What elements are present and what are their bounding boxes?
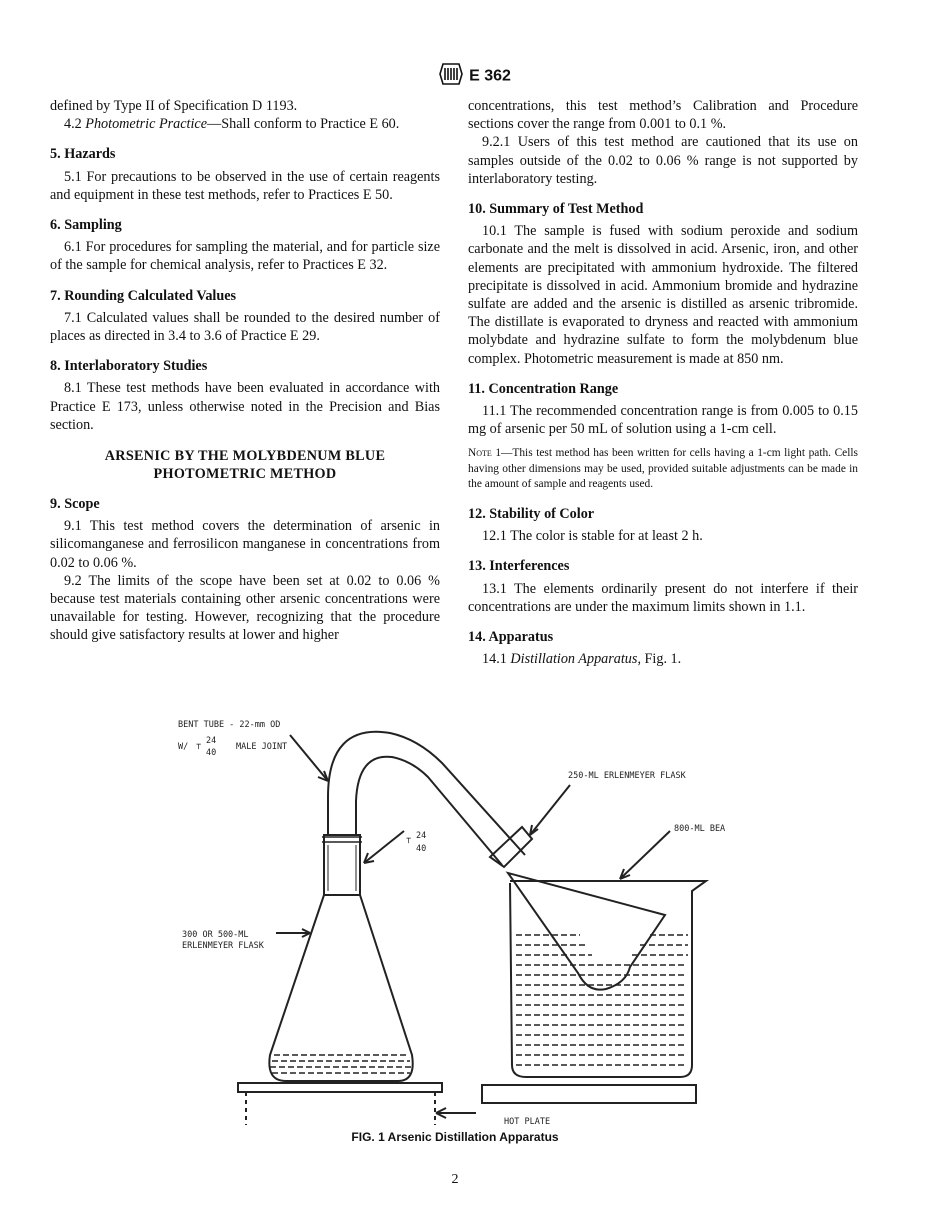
paragraph-6-1: 6.1 For procedures for sampling the material, and for particle size of the sample for chemical analysis, refer to Practices E 32.: [50, 239, 440, 274]
note-text: —This test method has been written for cells having a 1-cm light path. Cells having other dimensions may be used, provided suitable adjustments can be made in the amount of sample and reagents used.: [468, 447, 858, 491]
receiving-flask: [508, 873, 665, 990]
paragraph-title: Photometric Practice: [85, 116, 208, 133]
continued-paragraph: defined by Type II of Specification D 1193.: [50, 98, 298, 114]
label-joint-num: 24: [206, 736, 217, 746]
section-heading-scope: 9. Scope: [50, 496, 100, 513]
section-heading-concentration-range: 11. Concentration Range: [468, 380, 619, 397]
paragraph-11-1: 11.1 The recommended concentration range is from 0.005 to 0.15 mg of arsenic per 50 mL of solution using a 1-cm cell.: [468, 403, 858, 438]
ground-glass-joint: [324, 835, 360, 895]
page-header: [0, 63, 950, 90]
astm-logo-icon: [439, 63, 463, 90]
note-label: Note 1: [468, 447, 502, 460]
method-title-line-2: PHOTOMETRIC METHOD: [153, 466, 337, 483]
paragraph-7-1: 7.1 Calculated values shall be rounded to the desired number of places as directed in 3.4 to 3.6 of Practice E 29.: [50, 309, 440, 345]
paragraph-text: , Fig. 1.: [637, 651, 682, 668]
label-250ml-flask: 250-ML ERLENMEYER FLASK: [568, 771, 686, 781]
label-male-joint-prefix: W/: [178, 742, 189, 752]
section-heading-interlaboratory: 8. Interlaboratory Studies: [50, 358, 208, 375]
section-heading-hazards: 5. Hazards: [50, 146, 116, 163]
paragraph-number: 4.2: [64, 116, 82, 133]
document-designation: E 362: [469, 67, 511, 85]
apparatus-drawing: [160, 705, 780, 1135]
receiving-flask-neck: [490, 827, 532, 867]
page-number: 2: [451, 1172, 459, 1187]
label-male-joint-suffix: MALE JOINT: [236, 742, 288, 752]
liquid-hatching: [270, 935, 688, 1073]
paragraph-13-1: 13.1 The elements ordinarily present do not interfere if their concentrations are under the maximum limits shown in 1.1.: [468, 580, 858, 615]
paragraph-number: 14.1: [482, 651, 507, 668]
label-joint-den: 40: [206, 748, 217, 758]
section-heading-summary: 10. Summary of Test Method: [468, 201, 644, 218]
label-bent-tube: BENT TUBE - 22-mm OD: [178, 720, 281, 730]
label-joint-mid-num: 24: [416, 831, 427, 841]
figure-caption: FIG. 1 Arsenic Distillation Apparatus: [351, 1130, 559, 1144]
paragraph-text: —Shall conform to Practice E 60.: [207, 116, 400, 133]
beaker: [510, 881, 706, 1077]
paragraph-9-1: 9.1 This test method covers the determination of arsenic in silicomanganese and ferrosilicon manganese in concentrations from 0.02 to 0.06 %.: [50, 518, 440, 571]
paragraph-14-1: [468, 650, 858, 668]
paragraph-8-1: 8.1 These test methods have been evaluated in accordance with Practice E 173, unless otherwise noted in the Precision and Bias section.: [50, 380, 440, 433]
right-hot-plate: [482, 1085, 696, 1103]
left-hot-plate: [238, 1083, 442, 1092]
label-flask-type: ERLENMEYER FLASK: [182, 941, 264, 951]
bent-tube-inner: [356, 757, 502, 865]
paragraph-5-1: 5.1 For precautions to be observed in the use of certain reagents and equipment in these test methods, refer to Practices E 50.: [50, 168, 440, 203]
section-heading-sampling: 6. Sampling: [50, 217, 122, 234]
left-column: [50, 97, 440, 645]
joint-symbol-icon: ⊤: [196, 742, 202, 752]
paragraph-title: Distillation Apparatus: [510, 651, 638, 668]
label-flask-size: 300 OR 500-ML: [182, 930, 249, 940]
section-heading-stability: 12. Stability of Color: [468, 505, 595, 522]
paragraph-9-2: 9.2 The limits of the scope have been set at 0.02 to 0.06 % because test materials containing other arsenic concentrations were unavailable for testing. However, recognizing that the procedure should give satisfactory results at lower and higher: [50, 572, 440, 644]
note-1: [468, 446, 858, 493]
label-800ml-beaker: 800-ML BEA: [674, 824, 726, 834]
paragraph-10-1: 10.1 The sample is fused with sodium peroxide and sodium carbonate and the melt is dissolved in acid. Arsenic, iron, and other elements are precipitated with ammonium hydroxide. The filtered precipitate is dissolved in acid. Ammonium bromide and hydrazine sulfate are added and the arsenic is distilled as arsenic tribromide. The distillate is evaporated to dryness and reacted with ammonium molybdate and hydrazine sulfate to form the molybdenum blue complex. Photometric measurement is made at 850 nm.: [468, 223, 858, 367]
label-hot-plate: HOT PLATE: [504, 1117, 551, 1127]
section-heading-apparatus: 14. Apparatus: [468, 628, 554, 645]
method-title-line-1: ARSENIC BY THE MOLYBDENUM BLUE: [104, 448, 386, 465]
paragraph-4-2: [50, 115, 440, 133]
paragraph-12-1: 12.1 The color is stable for at least 2 h.: [482, 528, 703, 545]
label-joint-mid-den: 40: [416, 844, 427, 854]
section-heading-interferences: 13. Interferences: [468, 558, 570, 575]
erlenmeyer-flask: [269, 895, 412, 1081]
method-title: [50, 447, 440, 483]
paragraph-9-2-1: 9.2.1 Users of this test method are cautioned that its use on samples outside of the 0.02 to 0.06 % range is not supported by interlaboratory testing.: [468, 134, 858, 187]
joint-symbol-icon: ⊤: [406, 836, 412, 846]
right-column: [468, 97, 858, 668]
section-heading-rounding: 7. Rounding Calculated Values: [50, 287, 237, 304]
paragraph-9-2-continued: concentrations, this test method’s Calibration and Procedure sections cover the range from 0.001 to 0.1 %.: [468, 98, 858, 133]
distillation-apparatus-figure: [160, 705, 780, 1135]
